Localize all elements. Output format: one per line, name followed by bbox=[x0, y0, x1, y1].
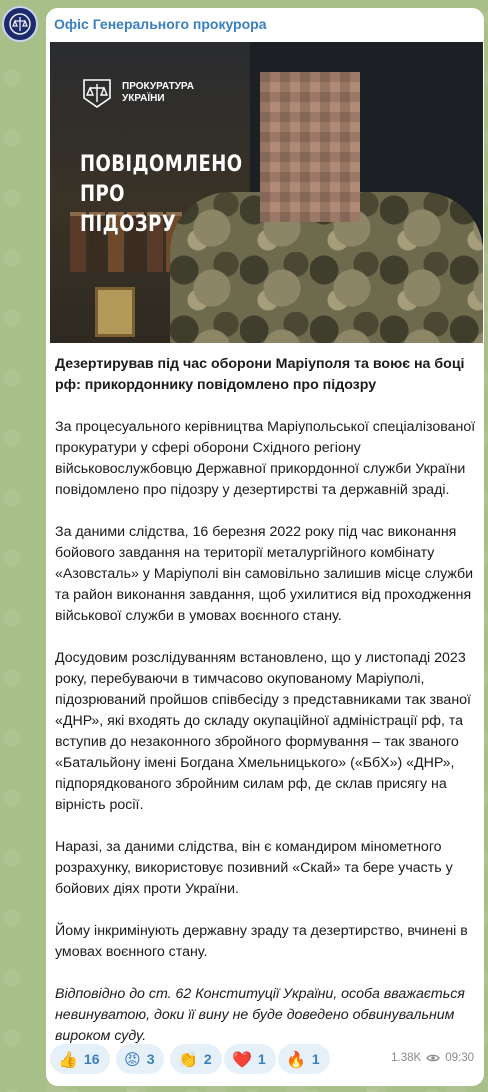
scales-emblem-icon bbox=[80, 76, 114, 110]
reaction-heart[interactable] bbox=[224, 1044, 276, 1074]
message-time: 09:30 bbox=[445, 1052, 474, 1064]
reaction-count: 1 bbox=[257, 1051, 266, 1067]
message-footer bbox=[50, 1044, 480, 1074]
logo-text: ПРОКУРАТУРА УКРАЇНИ bbox=[122, 81, 194, 104]
post-image[interactable] bbox=[50, 42, 483, 343]
message-bubble bbox=[46, 8, 484, 1086]
view-count: 1.38K bbox=[391, 1052, 422, 1064]
reaction-fire[interactable] bbox=[278, 1044, 330, 1074]
reaction-thumbs-up[interactable] bbox=[50, 1044, 110, 1074]
channel-name[interactable]: Офіс Генерального прокурора bbox=[54, 16, 267, 32]
reaction-count: 3 bbox=[146, 1051, 155, 1067]
disclaimer: Відповідно до ст. 62 Конституції України, особа вважається невинуватою, доки її вину не буде доведено обвинувальним вироком суду. bbox=[55, 986, 465, 1044]
reaction-count: 16 bbox=[83, 1051, 100, 1067]
paragraph-3: Досудовим розслідуванням встановлено, що у листопаді 2023 року, перебуваючи в тимчасово окупованому Маріуполі, підозрюваний пройшов співбесіду з представниками так званої «ДНР», які входять до складу окупаційної адміністрації рф, та вступив до незаконного збройного формування – так званого «Батальйону імені Богдана Хмельницького» («БбХ») «ДНР», підпорядкованого збройним силам рф, де склав присягу на вірність росії. bbox=[55, 650, 471, 813]
prosecutor-emblem-icon bbox=[8, 12, 32, 36]
prosecutor-logo bbox=[80, 76, 202, 110]
image-headline: ПОВІДОМЛЕНО ПРО ПІДОЗРУ bbox=[80, 152, 243, 237]
reaction-angry[interactable] bbox=[116, 1044, 164, 1074]
paragraph-1: За процесуального керівництва Маріупольської спеціалізованої прокуратури у сфері оборони Східного регіону військовослужбовцю Державної прикордонної служби України повідомлено про підозру у дезертирстві та державній зраді. bbox=[55, 419, 476, 498]
post-title: Дезертирував під час оборони Маріуполя та воює на боці рф: прикордоннику повідомлено про підозру bbox=[55, 356, 465, 393]
reaction-clap[interactable] bbox=[170, 1044, 222, 1074]
reaction-count: 1 bbox=[311, 1051, 320, 1067]
angry-face-icon: 😡 bbox=[124, 1049, 141, 1069]
paragraph-2: За даними слідства, 16 березня 2022 року під час виконання бойового завдання на території металургійного комбінату «Азовсталь» у Маріуполі він самовільно залишив місце служби та район виконання завдання, щоб ухилитися від проходження військової служби в умовах воєнного стану. bbox=[55, 524, 474, 624]
thumbs-up-icon: 👍 bbox=[58, 1049, 78, 1069]
pixelated-face bbox=[260, 72, 360, 222]
post-text bbox=[55, 354, 477, 1068]
message-meta bbox=[391, 1052, 474, 1064]
eye-icon bbox=[426, 1053, 440, 1063]
paragraph-5: Йому інкримінують державну зраду та дезертирство, вчинені в умовах воєнного стану. bbox=[55, 923, 468, 960]
fire-icon: 🔥 bbox=[286, 1049, 306, 1069]
heart-icon: ❤️ bbox=[232, 1049, 252, 1069]
clapping-hands-icon: 👏 bbox=[178, 1049, 198, 1069]
icon-picture bbox=[95, 287, 135, 337]
channel-avatar[interactable] bbox=[2, 6, 38, 42]
paragraph-4: Наразі, за даними слідства, він є командиром мінометного розрахунку, використовує позивний «Скай» та бере участь у бойових діях проти України. bbox=[55, 839, 453, 897]
reaction-count: 2 bbox=[203, 1051, 212, 1067]
